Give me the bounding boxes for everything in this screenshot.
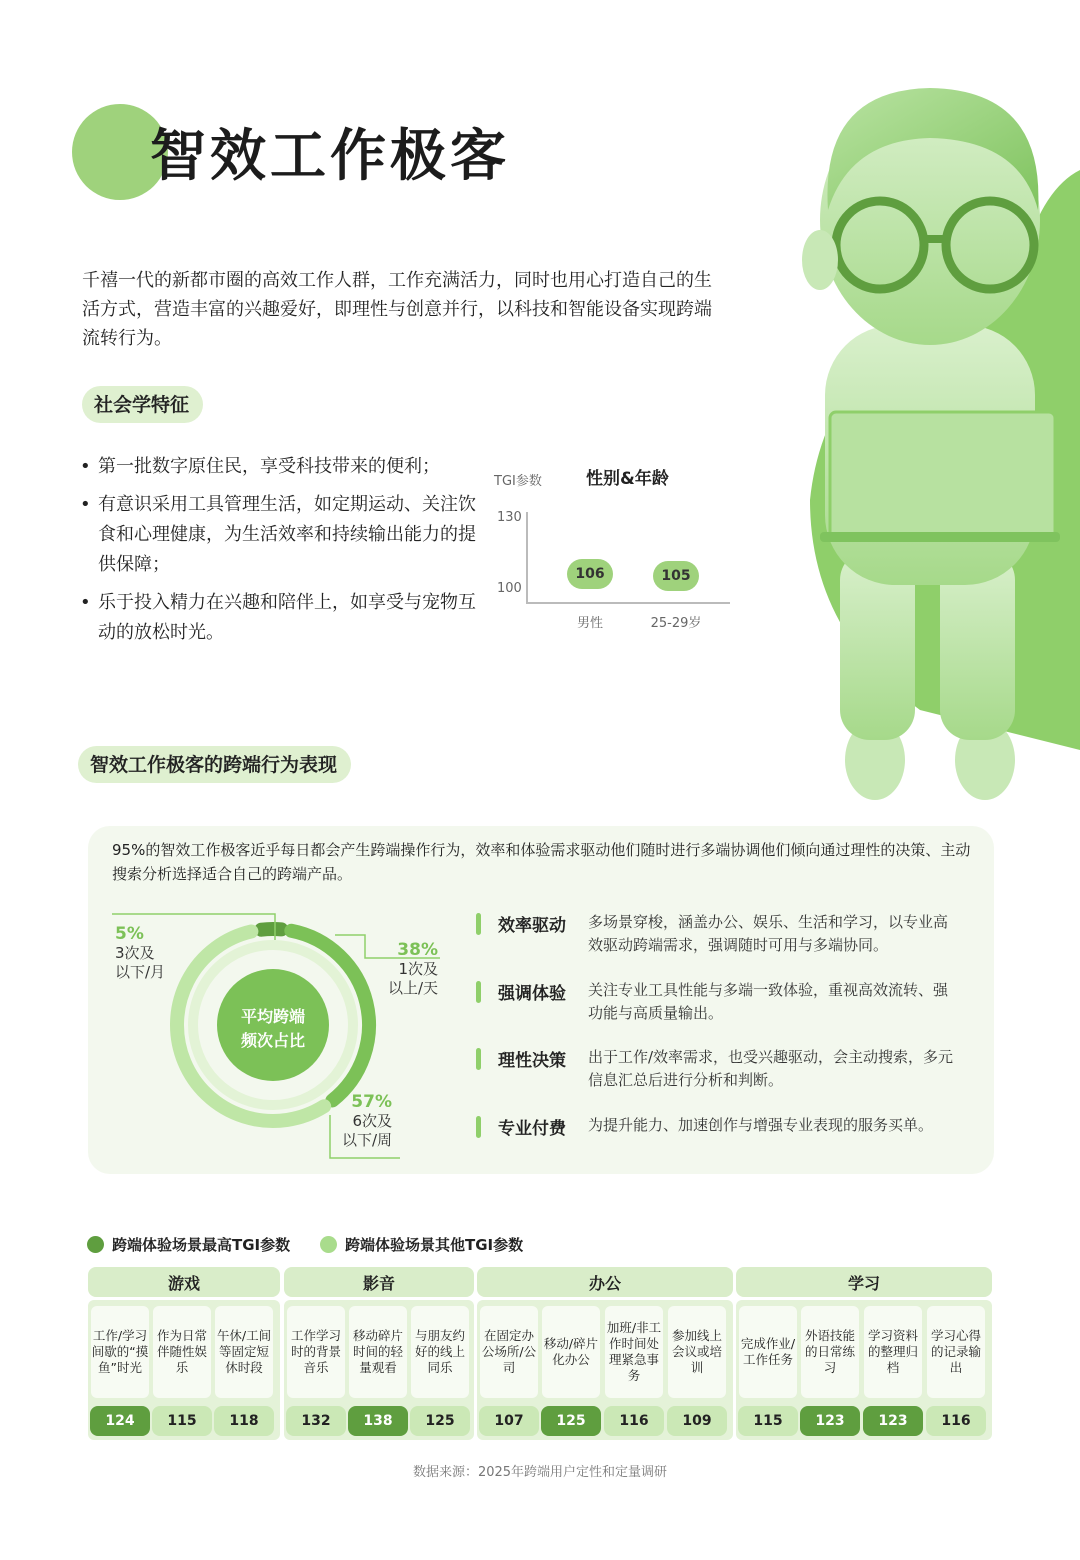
scenario-label: 与朋友约好的线上同乐 [411, 1306, 469, 1398]
feature-marker [476, 913, 481, 935]
bullet-item: • 第一批数字原住民，享受科技带来的便利； [80, 452, 480, 482]
y-tick-label: 100 [497, 581, 522, 596]
behavior-description: 95%的智效工作极客近乎每日都会产生跨端操作行为，效率和体验需求驱动他们随时进行多端协调他们倾向通过理性的决策、主动搜索分析选择适合自己的跨端产品。 [112, 841, 971, 883]
bar-value-male: 106 [567, 559, 613, 589]
feature-marker [476, 1116, 481, 1138]
tgi-value-top: 123 [863, 1406, 923, 1436]
scenario-label: 移动/碎片化办公 [542, 1306, 600, 1398]
tgi-value-top: 138 [348, 1406, 408, 1436]
scenario-label: 午休/工间等固定短休时段 [215, 1306, 273, 1398]
tgi-value: 115 [152, 1406, 212, 1436]
legend-other-tgi: 跨端体验场景其他TGI参数 [320, 1234, 523, 1255]
chart-x-axis [526, 602, 730, 604]
scenario-label: 学习心得的记录输出 [927, 1306, 985, 1398]
scenario-label: 工作学习时的背景音乐 [287, 1306, 345, 1398]
scenario-label: 外语技能的日常练习 [801, 1306, 859, 1398]
tgi-value-top: 123 [800, 1406, 860, 1436]
section-heading-sociology: 社会学特征 [82, 386, 203, 423]
chart-title: 性别&年龄 [586, 469, 669, 489]
legend-dot-dark [87, 1236, 104, 1253]
donut-label-monthly: 5% 3次及 以下/月 [115, 924, 166, 981]
scenario-label: 作为日常伴随性娱乐 [153, 1306, 211, 1398]
tgi-value: 116 [604, 1406, 664, 1436]
feature-marker [476, 1048, 481, 1070]
scenario-label: 学习资料的整理归档 [864, 1306, 922, 1398]
tgi-value-top: 125 [541, 1406, 601, 1436]
scenario-label: 完成作业/工作任务 [739, 1306, 797, 1398]
tgi-value: 107 [479, 1406, 539, 1436]
category-header: 游戏 [88, 1267, 280, 1297]
donut-center-label: 平均跨端 频次占比 [240, 1007, 305, 1050]
tgi-value: 125 [410, 1406, 470, 1436]
scenario-label: 加班/非工作时间处理紧急事务 [605, 1306, 663, 1398]
character-illustration [780, 70, 1080, 830]
legend-top-tgi: 跨端体验场景最高TGI参数 [87, 1234, 290, 1255]
section-heading-behavior: 智效工作极客的跨端行为表现 [78, 746, 351, 783]
page-title: 智效工作极客 [150, 124, 510, 189]
sociology-bullet-list [80, 452, 480, 656]
chart-y-axis-label: TGI参数 [494, 474, 542, 489]
scenario-label: 参加线上会议或培训 [668, 1306, 726, 1398]
category-header: 影音 [284, 1267, 474, 1297]
tgi-value: 109 [667, 1406, 727, 1436]
data-source-note: 数据来源：2025年跨端用户定性和定量调研 [412, 1465, 668, 1480]
tgi-value: 118 [214, 1406, 274, 1436]
bullet-item: • 乐于投入精力在兴趣和陪伴上，如享受与宠物互动的放松时光。 [80, 588, 480, 648]
bullet-item: • 有意识采用工具管理生活，如定期运动、关注饮食和心理健康，为生活效率和持续输出能力的提供保障； [80, 490, 480, 580]
category-header: 办公 [477, 1267, 733, 1297]
donut-label-daily: 38% 1次及 以上/天 [387, 940, 438, 997]
donut-label-weekly: 57% 6次及 以下/周 [341, 1092, 392, 1149]
tgi-value-top: 124 [90, 1406, 150, 1436]
scenario-label: 工作/学习间歇的“摸鱼”时光 [91, 1306, 149, 1398]
donut-segment-monthly [261, 929, 281, 930]
tgi-value: 132 [286, 1406, 346, 1436]
tgi-value: 115 [738, 1406, 798, 1436]
chart-y-axis [526, 512, 528, 604]
y-tick-label: 130 [497, 510, 522, 525]
x-tick-label: 25-29岁 [650, 616, 702, 631]
scenario-label: 移动碎片时间的轻量观看 [349, 1306, 407, 1398]
tgi-value: 116 [926, 1406, 986, 1436]
intro-paragraph: 千禧一代的新都市圈的高效工作人群，工作充满活力，同时也用心打造自己的生活方式，营造丰富的兴趣爱好，即理性与创意并行，以科技和智能设备实现跨端流转行为。 [82, 270, 712, 349]
scenario-label: 在固定办公场所/公司 [480, 1306, 538, 1398]
legend-dot-light [320, 1236, 337, 1253]
x-tick-label: 男性 [576, 616, 603, 631]
feature-marker [476, 981, 481, 1003]
bar-value-age: 105 [653, 561, 699, 591]
category-header: 学习 [736, 1267, 992, 1297]
